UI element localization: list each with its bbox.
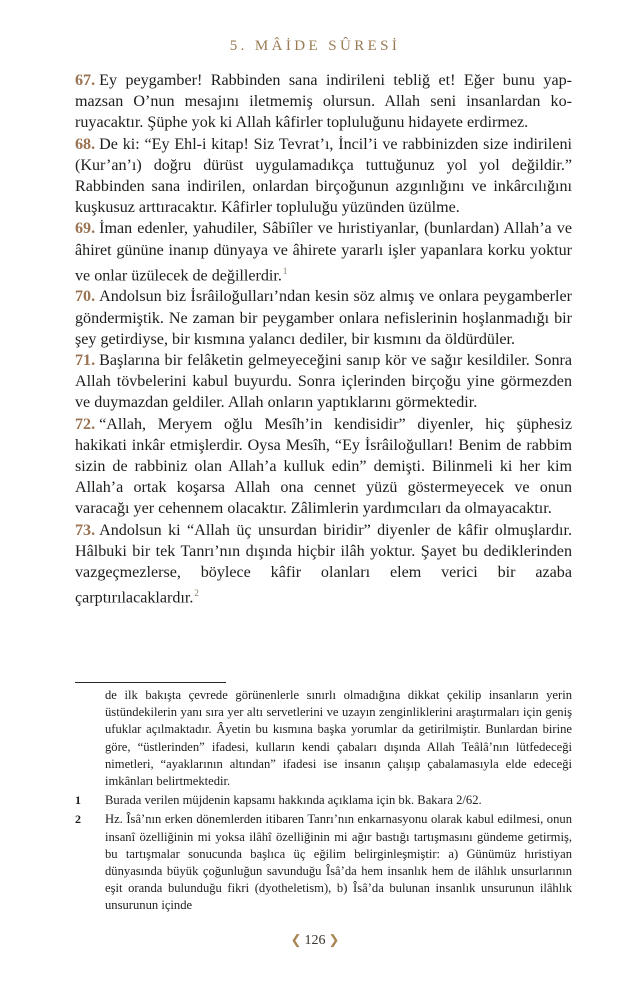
right-ornament-icon: ❯ (328, 932, 340, 947)
footnote-mark: 1 (75, 793, 81, 808)
page-number: 126 (304, 933, 326, 948)
footnote-text: Hz. Îsâ’nın erken dönemlerden itibaren Tanrı’nın enkarnasyonu olarak kabul edilmesi, onun insanî özelliğinin mi yoksa ilâhî özelliğinin mi ağır bastığı tartışmasını gündeme getirmiş, bu tartışmalar sonucunda başlıca üç eğilim belirginleşmiştir: a) Günümüz hıristiyan dünyasında büyük çoğunluğun savunduğu Îsâ’da hem insanlık hem de ilâhlık unsurlarının eşit oranda bulunduğu fikri (dyotheletism), b) Îsâ’da bulunan insanlık unsurunun ilâhlık unsurunun içinde (105, 812, 572, 913)
footnote-1 (75, 792, 572, 809)
page-number-area (0, 932, 630, 949)
verse-71 (75, 350, 572, 414)
verse-text: İman edenler, yahudiler, Sâbiîler ve hıristiyanlar, (bunlardan) Allah’a ve âhiret gününe inanıp dünyaya ve âhirete yararlı işler yapanlara korku yoktur ve onlar üzülecek de değillerdir. (75, 220, 572, 285)
verse-text: De ki: “Ey Ehl-i kitap! Siz Tevrat’ı, İncil’i ve rabbinizden size indirileni (Kur’an’ı) doğru dürüst uygulamadıkça tuttuğunuz yol yol değildir.” Rabbinden sana indirilen, onlardan birçoğunun azgınlığını ve inkârcılığını kuşkusuz arttıracaktır. Kâfirler topluluğu yüzünden üzülme. (75, 135, 572, 217)
verse-number: 67. (75, 72, 96, 89)
verse-70 (75, 286, 572, 350)
verse-text: “Allah, Meryem oğlu Mesîh’in kendisidir” diyenler, hiç şüphesiz hakikati inkâr etmişlerdir. Oysa Mesîh, “Ey İsrâiloğulları! Benim de rabbim sizin de rabbiniz olan Allah’a kulluk edin” demişti. Bilinmeli ki her kim Allah’a ortak koşarsa Allah ona cennet yüzü göstermeyecek ve onun varacağı yer cehennem olacaktır. Zâlimlerin yardımcıları da olmayacaktır. (75, 415, 572, 518)
verse-67 (75, 70, 572, 134)
verse-73 (75, 520, 572, 609)
footnote-separator (75, 682, 226, 683)
footnote-mark: 2 (75, 812, 81, 827)
verse-text: Ey peygamber! Rabbinden sana indirileni tebliğ et! Eğer bunu yapmazsan O’nun mesajını iletmemiş olursun. Allah seni insanlardan koruyacaktır. Şüphe yok ki Allah kâfirler topluluğunu hidayete erdirmez. (75, 72, 572, 132)
verse-number: 70. (75, 288, 96, 306)
verse-69 (75, 218, 572, 286)
verse-text: Başlarına bir felâketin gelmeyeceğini sanıp kör ve sağır kesildiler. Sonra Allah tövbelerini kabul buyurdu. Sonra içlerinden birçoğu yine görmezden ve duymazdan geldiler. Allah onların yaptıklarını görmektedir. (75, 352, 572, 412)
footnote-continued (75, 687, 572, 790)
verse-block (75, 70, 572, 609)
verse-number: 68. (75, 135, 96, 153)
footnote-ref-2[interactable]: 2 (194, 588, 199, 599)
verse-number: 73. (75, 521, 96, 539)
footnotes (75, 687, 572, 915)
verse-text: Andolsun ki “Allah üç unsurdan biridir” diyenler de kâfir olmuşlardır. Hâlbuki bir tek Tanrı’nın dışında hiçbir ilâh yoktur. Şayet bu dediklerinden vazgeçmezlerse, böylece kâfir olanları elem verici bir azaba çarptırılacaklardır. (75, 521, 572, 607)
footnote-text: Burada verilen müjdenin kapsamı hakkında açıklama için bk. Bakara 2/62. (105, 793, 482, 808)
footnote-ref-1[interactable]: 1 (282, 265, 288, 276)
verse-number: 71. (75, 352, 96, 369)
verse-number: 69. (75, 220, 96, 238)
footnote-text: de ilk bakışta çevrede görünenlerle sınırlı olmadığına dikkat çekilip insanların yerin üstündekilerin yanı sıra yer altı servetlerini ve uzayın zenginliklerini araştırmaları için geniş ufuklar açılmaktadır. Âyetin bu kısmına başka yorumlar da getirilmiştir. Bunlardan birine göre, “üstlerinden” ifadesi, kulların kendi çabaları dışında Allah Teâlâ’nın lütfedeceği nimetleri, “ayaklarının altından” ifadesi ise insanın çalışıp çabalamasıyla elde edeceği imkânları belirtmektedir. (105, 688, 572, 789)
verse-text: Andolsun biz İsrâiloğulları’ndan kesin söz almış ve onlara peygamberler göndermiştik. Ne zaman bir peygamber onlara nefislerinin hoşlanmadığı bir şey getirdiyse, bir kısmına yalancı dediler, bir kısmını da öldürdüler. (75, 288, 572, 348)
footnote-2 (75, 811, 572, 914)
running-head: 5. MÂİDE SÛRESİ (229, 38, 401, 54)
verse-number: 72. (75, 415, 96, 433)
verse-68 (75, 134, 572, 219)
left-ornament-icon: ❮ (290, 932, 302, 947)
verse-72 (75, 414, 572, 520)
